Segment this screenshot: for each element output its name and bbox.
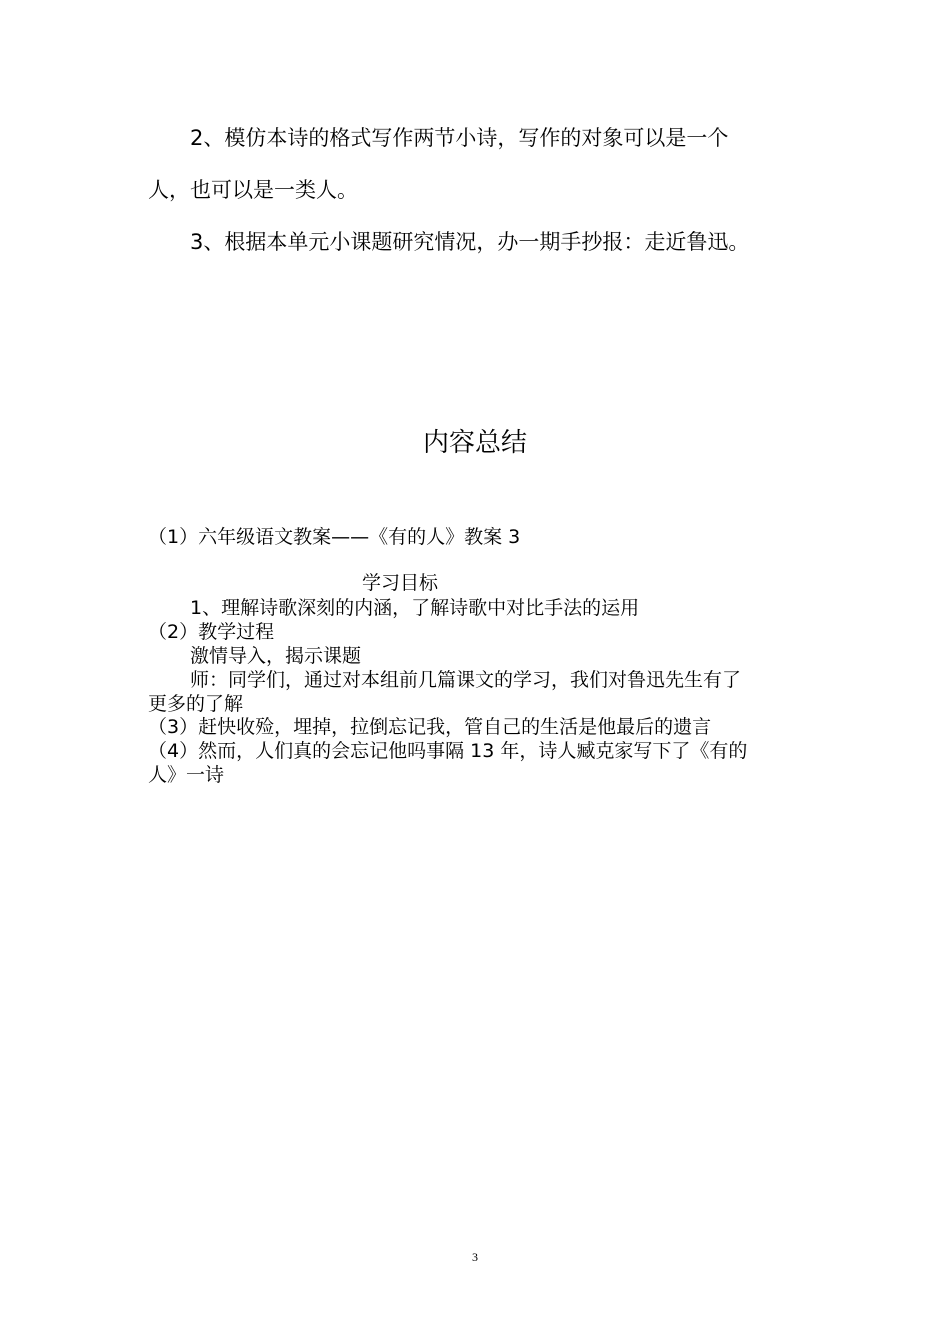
summary-line: 学习目标: [362, 572, 439, 594]
summary-line: 1、理解诗歌深刻的内涵，了解诗歌中对比手法的运用: [190, 597, 640, 619]
summary-line: 师：同学们，通过对本组前几篇课文的学习，我们对鲁迅先生有了: [190, 669, 742, 691]
summary-line: 更多的了解: [148, 693, 244, 715]
summary-line: （1）六年级语文教案——《有的人》教案 3: [148, 526, 521, 548]
summary-line: （2）教学过程: [148, 621, 275, 643]
exercise-item-2-line-2: 人，也可以是一类人。: [148, 178, 358, 202]
summary-line: 人》一诗: [148, 764, 225, 786]
summary-line: 激情导入，揭示课题: [190, 645, 362, 667]
summary-line: （4）然而，人们真的会忘记他吗事隔 13 年，诗人臧克家写下了《有的: [148, 740, 748, 762]
exercise-item-3: 3、根据本单元小课题研究情况，办一期手抄报：走近鲁迅。: [190, 230, 750, 254]
summary-heading: 内容总结: [422, 428, 527, 458]
summary-line: （3）赶快收殓，埋掉，拉倒忘记我，管自己的生活是他最后的遗言: [148, 716, 712, 738]
exercise-item-2-line-1: 2、模仿本诗的格式写作两节小诗，写作的对象可以是一个: [190, 126, 729, 150]
page-number: 3: [472, 1250, 478, 1264]
